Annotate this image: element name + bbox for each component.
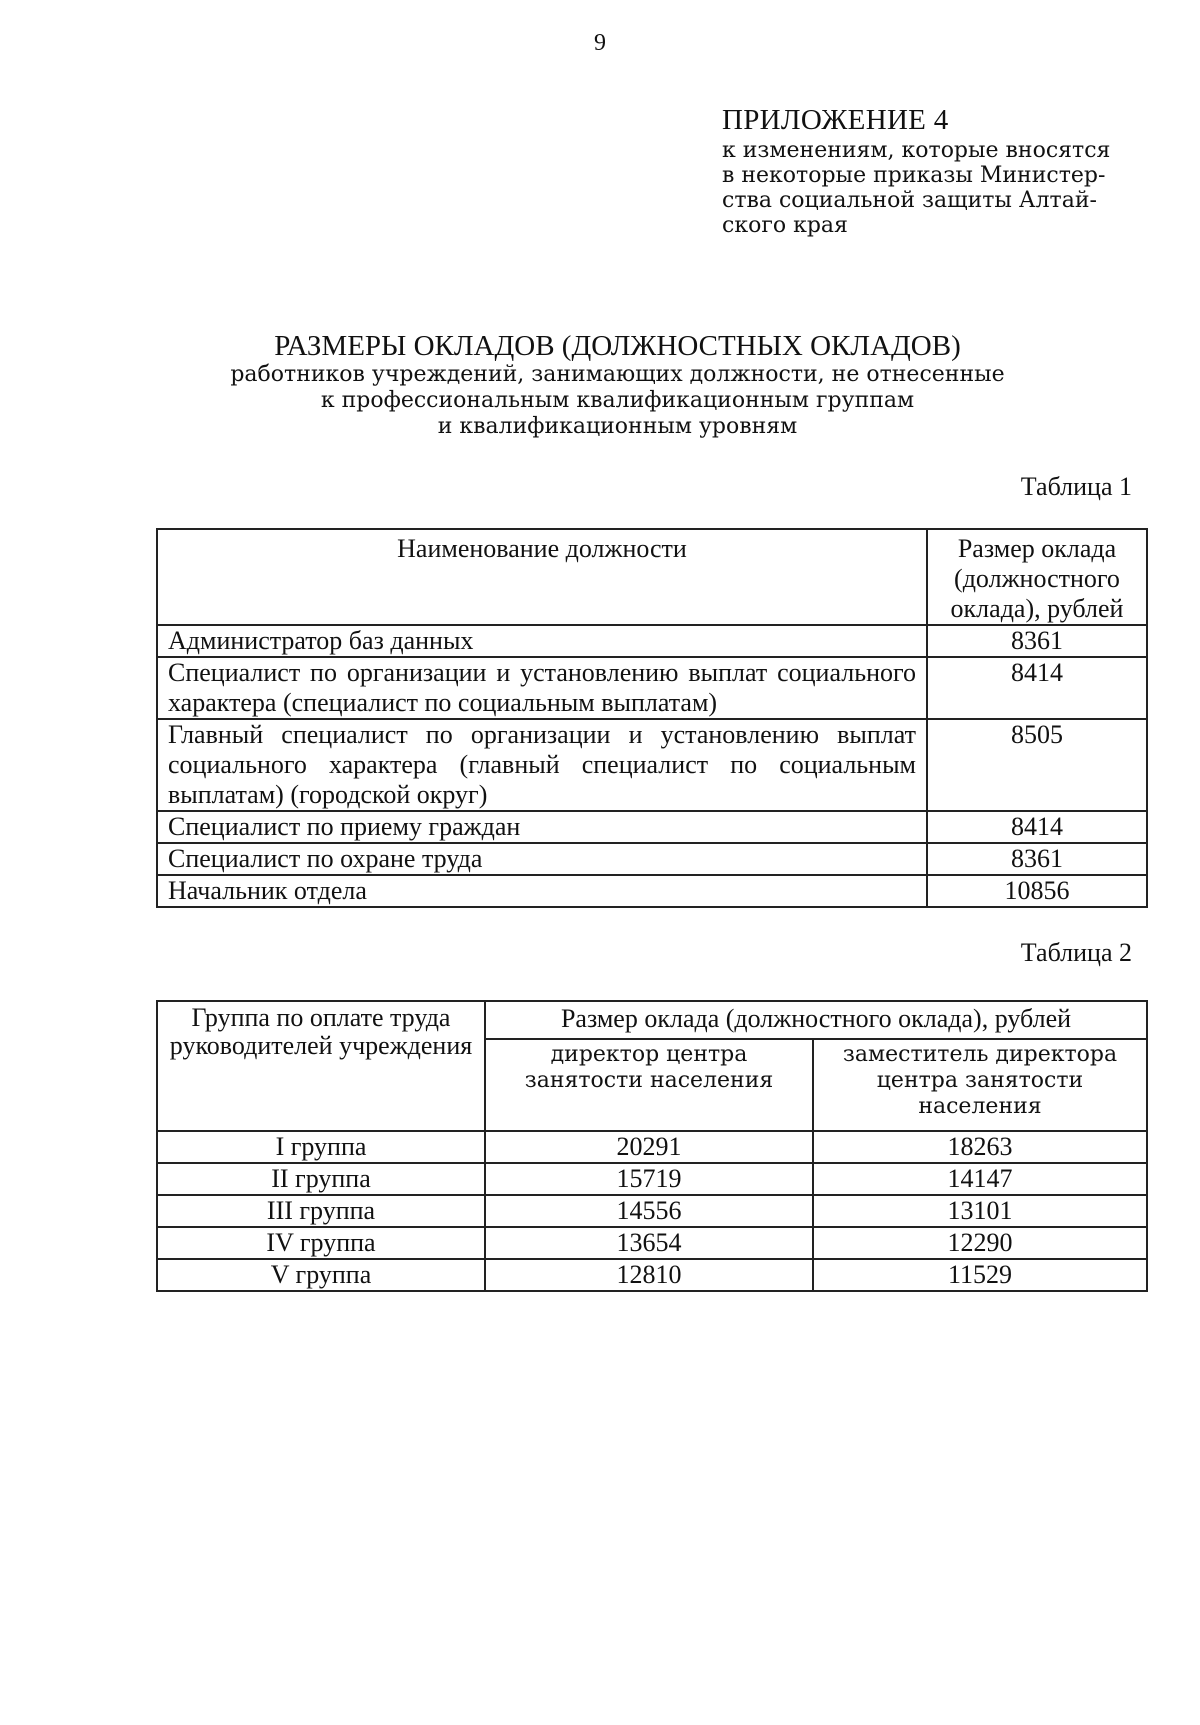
position-name-cell: Специалист по организации и установлению выплат социального характера (специалист по социальным выплатам) — [157, 657, 927, 719]
table-row — [157, 657, 1147, 719]
table1-caption: Таблица 1 — [1020, 472, 1132, 501]
director-salary-cell: 12810 — [485, 1259, 813, 1291]
appendix-block — [722, 104, 1142, 238]
document-title: РАЗМЕРЫ ОКЛАДОВ (ДОЛЖНОСТНЫХ ОКЛАДОВ) — [274, 330, 961, 362]
group-cell: III группа — [157, 1195, 485, 1227]
salary-cell: 8414 — [927, 811, 1147, 843]
position-name-cell: Администратор баз данных — [157, 625, 927, 657]
table-row — [157, 625, 1147, 657]
salary-cell: 8361 — [927, 843, 1147, 875]
table1-header-salary: Размер оклада (должностного оклада), рублей — [927, 529, 1147, 625]
position-name-cell: Специалист по охране труда — [157, 843, 927, 875]
table2-header-deputy: заместитель директора центра занятости населения — [813, 1039, 1147, 1131]
table2-header-director: директор центра занятости населения — [485, 1039, 813, 1131]
table-row — [157, 1163, 1147, 1195]
table-row — [157, 811, 1147, 843]
page-number: 9 — [594, 30, 606, 56]
director-salary-cell: 14556 — [485, 1195, 813, 1227]
deputy-salary-cell: 13101 — [813, 1195, 1147, 1227]
table-row — [157, 1195, 1147, 1227]
director-salary-cell: 15719 — [485, 1163, 813, 1195]
appendix-description: к изменениям, которые вносятся в некоторые приказы Министер- ства социальной защиты Алтай- ского края — [722, 138, 1111, 238]
table1-header-position: Наименование должности — [157, 529, 927, 625]
table2-caption: Таблица 2 — [1020, 938, 1132, 967]
table2-header-salary: Размер оклада (должностного оклада), рублей — [485, 1001, 1147, 1039]
position-name-cell: Начальник отдела — [157, 875, 927, 907]
director-salary-cell: 20291 — [485, 1131, 813, 1163]
director-salary-cell: 13654 — [485, 1227, 813, 1259]
table-row — [157, 719, 1147, 811]
salary-table-groups — [156, 1000, 1148, 1292]
appendix-title: ПРИЛОЖЕНИЕ 4 — [722, 104, 949, 136]
deputy-salary-cell: 18263 — [813, 1131, 1147, 1163]
deputy-salary-cell: 14147 — [813, 1163, 1147, 1195]
group-cell: II группа — [157, 1163, 485, 1195]
group-cell: IV группа — [157, 1227, 485, 1259]
document-subtitle: работников учреждений, занимающих должности, не отнесенные к профессиональным квалификационным группам и квалификационным уровням — [230, 362, 1005, 439]
position-name-cell: Специалист по приему граждан — [157, 811, 927, 843]
salary-cell: 8505 — [927, 719, 1147, 811]
table-row — [157, 1259, 1147, 1291]
table-row — [157, 1131, 1147, 1163]
deputy-salary-cell: 12290 — [813, 1227, 1147, 1259]
salary-cell: 8361 — [927, 625, 1147, 657]
salary-cell: 8414 — [927, 657, 1147, 719]
group-cell: V группа — [157, 1259, 485, 1291]
salary-cell: 10856 — [927, 875, 1147, 907]
table2-header-group: Группа по оплате труда руководителей учреждения — [157, 1001, 485, 1131]
deputy-salary-cell: 11529 — [813, 1259, 1147, 1291]
table-row — [157, 1227, 1147, 1259]
table-row — [157, 843, 1147, 875]
table-row — [157, 875, 1147, 907]
salary-table-positions — [156, 528, 1148, 908]
group-cell: I группа — [157, 1131, 485, 1163]
position-name-cell: Главный специалист по организации и установлению выплат социального характера (главный специалист по социальным выплатам) (городской округ) — [157, 719, 927, 811]
